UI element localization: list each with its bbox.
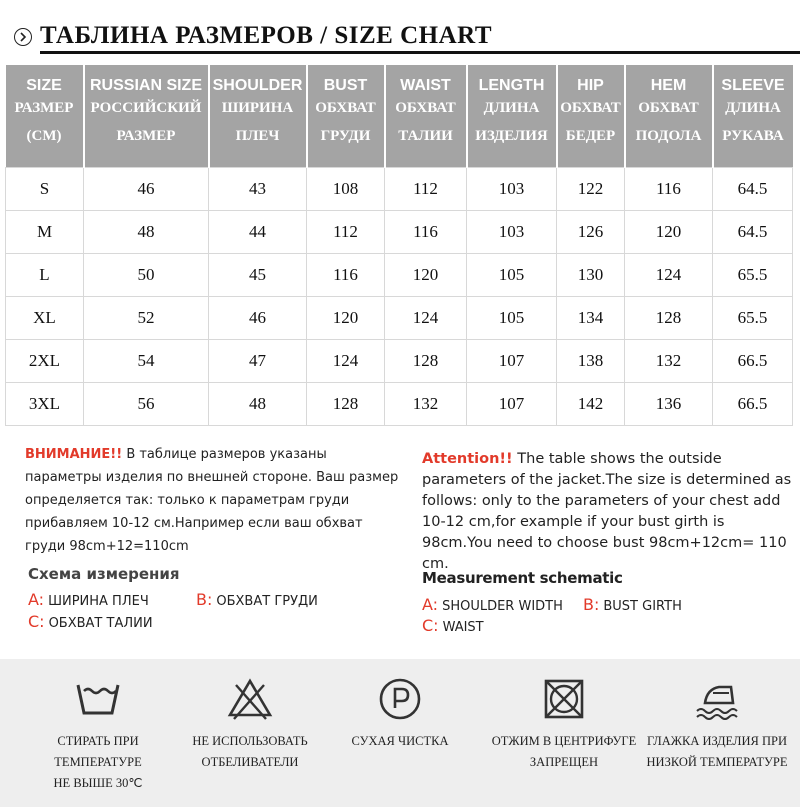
legend-item: B: BUST GIRTH [583, 595, 682, 614]
no-tumble-dry-icon [538, 673, 590, 725]
table-cell: 46 [209, 296, 307, 339]
table-row [6, 339, 793, 382]
page-title: ТАБЛИНА РАЗМЕРОВ / SIZE CHART [40, 22, 493, 49]
table-cell: 107 [467, 382, 557, 425]
table-cell: 50 [84, 253, 209, 296]
table-cell: 64.5 [713, 210, 793, 253]
column-header: HEM ОБХВАТ ПОДОЛА [625, 65, 713, 167]
table-cell: 130 [557, 253, 625, 296]
legend-item: A: SHOULDER WIDTH [422, 595, 563, 614]
legend-item: C: WAIST [422, 616, 484, 635]
column-header: WAIST ОБХВАТ ТАЛИИ [385, 65, 467, 167]
table-cell: 128 [385, 339, 467, 382]
table-cell: 3XL [6, 382, 84, 425]
table-cell: 108 [307, 167, 385, 210]
table-cell: 134 [557, 296, 625, 339]
table-cell: 64.5 [713, 167, 793, 210]
table-cell: 142 [557, 382, 625, 425]
column-header: LENGTH ДЛИНА ИЗДЕЛИЯ [467, 65, 557, 167]
header-divider [40, 51, 800, 54]
chevron-right-circle-icon [14, 28, 32, 46]
table-cell: 116 [385, 210, 467, 253]
column-header: SIZE РАЗМЕР (CM) [6, 65, 84, 167]
table-cell: 120 [307, 296, 385, 339]
table-cell: 107 [467, 339, 557, 382]
care-item: ГЛАЖКА ИЗДЕЛИЯ ПРИ НИЗКОЙ ТЕМПЕРАТУРЕ [637, 659, 797, 807]
table-row [6, 253, 793, 296]
care-item: СУХАЯ ЧИСТКА [320, 659, 480, 807]
table-cell: 116 [625, 167, 713, 210]
legend-item: B: ОБХВАТ ГРУДИ [196, 590, 318, 609]
table-cell: 120 [385, 253, 467, 296]
table-cell: 66.5 [713, 339, 793, 382]
legend-item: C: ОБХВАТ ТАЛИИ [28, 612, 153, 631]
table-cell: 120 [625, 210, 713, 253]
schematic-title-en: Measurement schematic [422, 569, 623, 587]
table-cell: 65.5 [713, 296, 793, 339]
table-cell: 136 [625, 382, 713, 425]
page-header [0, 0, 800, 60]
note-russian [25, 443, 400, 558]
table-cell: 124 [625, 253, 713, 296]
table-cell: 126 [557, 210, 625, 253]
table-cell: 48 [84, 210, 209, 253]
no-bleach-icon [224, 673, 276, 725]
table-cell: 124 [385, 296, 467, 339]
column-header: SLEEVE ДЛИНА РУКАВА [713, 65, 793, 167]
table-cell: L [6, 253, 84, 296]
table-cell: 138 [557, 339, 625, 382]
wash-30-icon [72, 673, 124, 725]
schematic-title-ru: Схема измерения [28, 565, 180, 583]
column-header: HIP ОБХВАТ БЕДЕР [557, 65, 625, 167]
table-cell: 112 [307, 210, 385, 253]
table-cell: 54 [84, 339, 209, 382]
table-cell: 124 [307, 339, 385, 382]
attention-label-en: Attention!! [422, 451, 513, 467]
table-cell: 103 [467, 167, 557, 210]
table-cell: 48 [209, 382, 307, 425]
table-cell: XL [6, 296, 84, 339]
table-row [6, 167, 793, 210]
care-item: ОТЖИМ В ЦЕНТРИФУГЕ ЗАПРЕЩЕН [484, 659, 644, 807]
table-cell: 44 [209, 210, 307, 253]
table-row [6, 210, 793, 253]
care-item: НЕ ИСПОЛЬЗОВАТЬ ОТБЕЛИВАТЕЛИ [170, 659, 330, 807]
table-cell: 66.5 [713, 382, 793, 425]
table-cell: 128 [625, 296, 713, 339]
column-header: SHOULDER ШИРИНА ПЛЕЧ [209, 65, 307, 167]
table-cell: 56 [84, 382, 209, 425]
table-cell: 105 [467, 253, 557, 296]
care-instructions [0, 659, 800, 807]
note-text-en: The table shows the outside parameters of the jacket.The size is determined as follows: only to the parameters of your chest add 10-12 cm,for example if your bust girth is 98cm.You need to choose bust 98cm+12cm= 110 cm. [422, 451, 792, 572]
table-cell: 43 [209, 167, 307, 210]
legend-item: A: ШИРИНА ПЛЕЧ [28, 590, 149, 609]
table-cell: 132 [385, 382, 467, 425]
table-cell: S [6, 167, 84, 210]
table-header-row [6, 65, 793, 167]
column-header: RUSSIAN SIZE РОССИЙСКИЙ РАЗМЕР [84, 65, 209, 167]
table-cell: 45 [209, 253, 307, 296]
dry-clean-p-icon [374, 673, 426, 725]
care-item: СТИРАТЬ ПРИ ТЕМПЕРАТУРЕ НЕ ВЫШЕ 30℃ [18, 659, 178, 807]
table-cell: 122 [557, 167, 625, 210]
table-cell: 2XL [6, 339, 84, 382]
table-cell: 103 [467, 210, 557, 253]
table-cell: 47 [209, 339, 307, 382]
table-cell: M [6, 210, 84, 253]
table-row [6, 382, 793, 425]
note-english [422, 449, 794, 575]
table-cell: 112 [385, 167, 467, 210]
table-cell: 65.5 [713, 253, 793, 296]
table-cell: 132 [625, 339, 713, 382]
column-header: BUST ОБХВАТ ГРУДИ [307, 65, 385, 167]
table-cell: 116 [307, 253, 385, 296]
table-cell: 128 [307, 382, 385, 425]
table-row [6, 296, 793, 339]
table-cell: 105 [467, 296, 557, 339]
table-cell: 52 [84, 296, 209, 339]
table-cell: 46 [84, 167, 209, 210]
size-chart-table [5, 65, 793, 426]
attention-label-ru: ВНИМАНИЕ!! [25, 447, 123, 462]
iron-low-icon [691, 673, 743, 725]
note-text-ru: В таблице размеров указаны параметры изделия по внешней стороне. Ваш размер определяется так: только к параметрам груди прибавляем 10-12 см.Например если ваш обхват груди 98cm+12=110cm [25, 447, 399, 554]
